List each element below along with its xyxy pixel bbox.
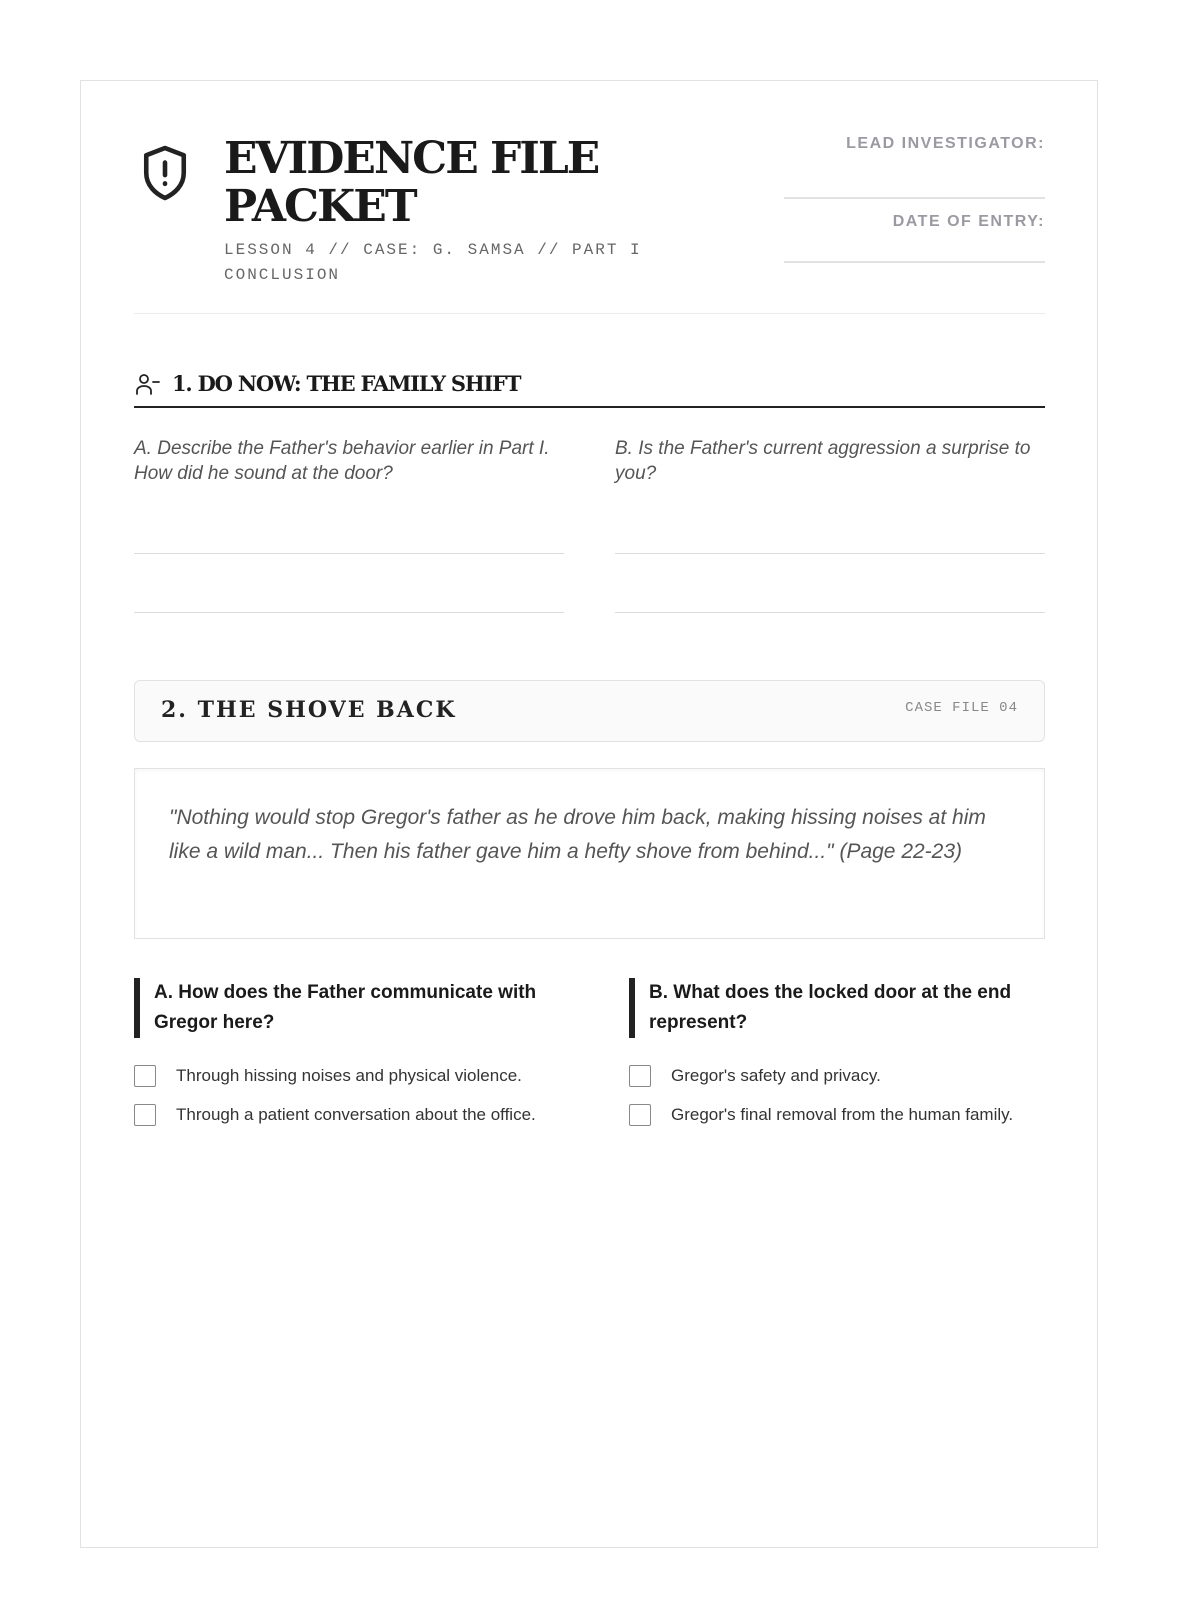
section-2-title: 2. THE SHOVE BACK xyxy=(161,697,457,723)
answer-line-1b-2[interactable] xyxy=(615,612,1045,613)
answer-line-1b-1[interactable] xyxy=(615,553,1045,554)
checkbox[interactable] xyxy=(134,1065,156,1087)
option-label: Gregor's safety and privacy. xyxy=(671,1066,881,1085)
question-2a xyxy=(134,978,554,1128)
section-1-header xyxy=(134,369,1045,408)
page-subtitle: LESSON 4 // CASE: G. SAMSA // PART I CONCLUSION xyxy=(224,241,642,284)
question-2b-title: B. What does the locked door at the end represent? xyxy=(629,978,1049,1038)
option-label: Through a patient conversation about the office. xyxy=(176,1105,536,1124)
option-2b-1[interactable] xyxy=(629,1062,1049,1089)
question-2b xyxy=(629,978,1049,1128)
section-1-title: 1. DO NOW: THE FAMILY SHIFT xyxy=(172,371,521,396)
worksheet-page xyxy=(80,80,1098,1548)
meta-fields xyxy=(784,135,1045,263)
option-2b-2[interactable] xyxy=(629,1101,1049,1128)
date-of-entry-field[interactable] xyxy=(784,199,1045,263)
lead-investigator-field[interactable] xyxy=(784,135,1045,199)
option-2a-2[interactable] xyxy=(134,1101,554,1128)
option-label: Gregor's final removal from the human family. xyxy=(671,1105,1014,1124)
date-of-entry-label: DATE OF ENTRY: xyxy=(892,213,1045,230)
answer-line-1a-2[interactable] xyxy=(134,612,564,613)
option-label: Through hissing noises and physical violence. xyxy=(176,1066,522,1085)
page-title: EVIDENCE FILE PACKET xyxy=(224,133,599,232)
user-minus-icon xyxy=(134,372,160,396)
section-2-header xyxy=(134,680,1045,742)
header xyxy=(134,81,1045,314)
shield-alert-icon xyxy=(140,143,190,203)
lead-investigator-label: LEAD INVESTIGATOR: xyxy=(846,135,1045,152)
question-2a-title: A. How does the Father communicate with Gregor here? xyxy=(134,978,554,1038)
checkbox[interactable] xyxy=(629,1065,651,1087)
evidence-quote: "Nothing would stop Gregor's father as he drove him back, making hissing noises at him like a wild man... Then his father gave him a hefty shove from behind..." (Page 22-23) xyxy=(134,768,1045,939)
case-file-tag: CASE FILE 04 xyxy=(905,700,1018,716)
question-1b: B. Is the Father's current aggression a surprise to you? xyxy=(615,438,1031,484)
checkbox[interactable] xyxy=(134,1104,156,1126)
option-2a-1[interactable] xyxy=(134,1062,554,1089)
question-1a: A. Describe the Father's behavior earlier in Part I. How did he sound at the door? xyxy=(134,438,550,484)
answer-line-1a-1[interactable] xyxy=(134,553,564,554)
checkbox[interactable] xyxy=(629,1104,651,1126)
